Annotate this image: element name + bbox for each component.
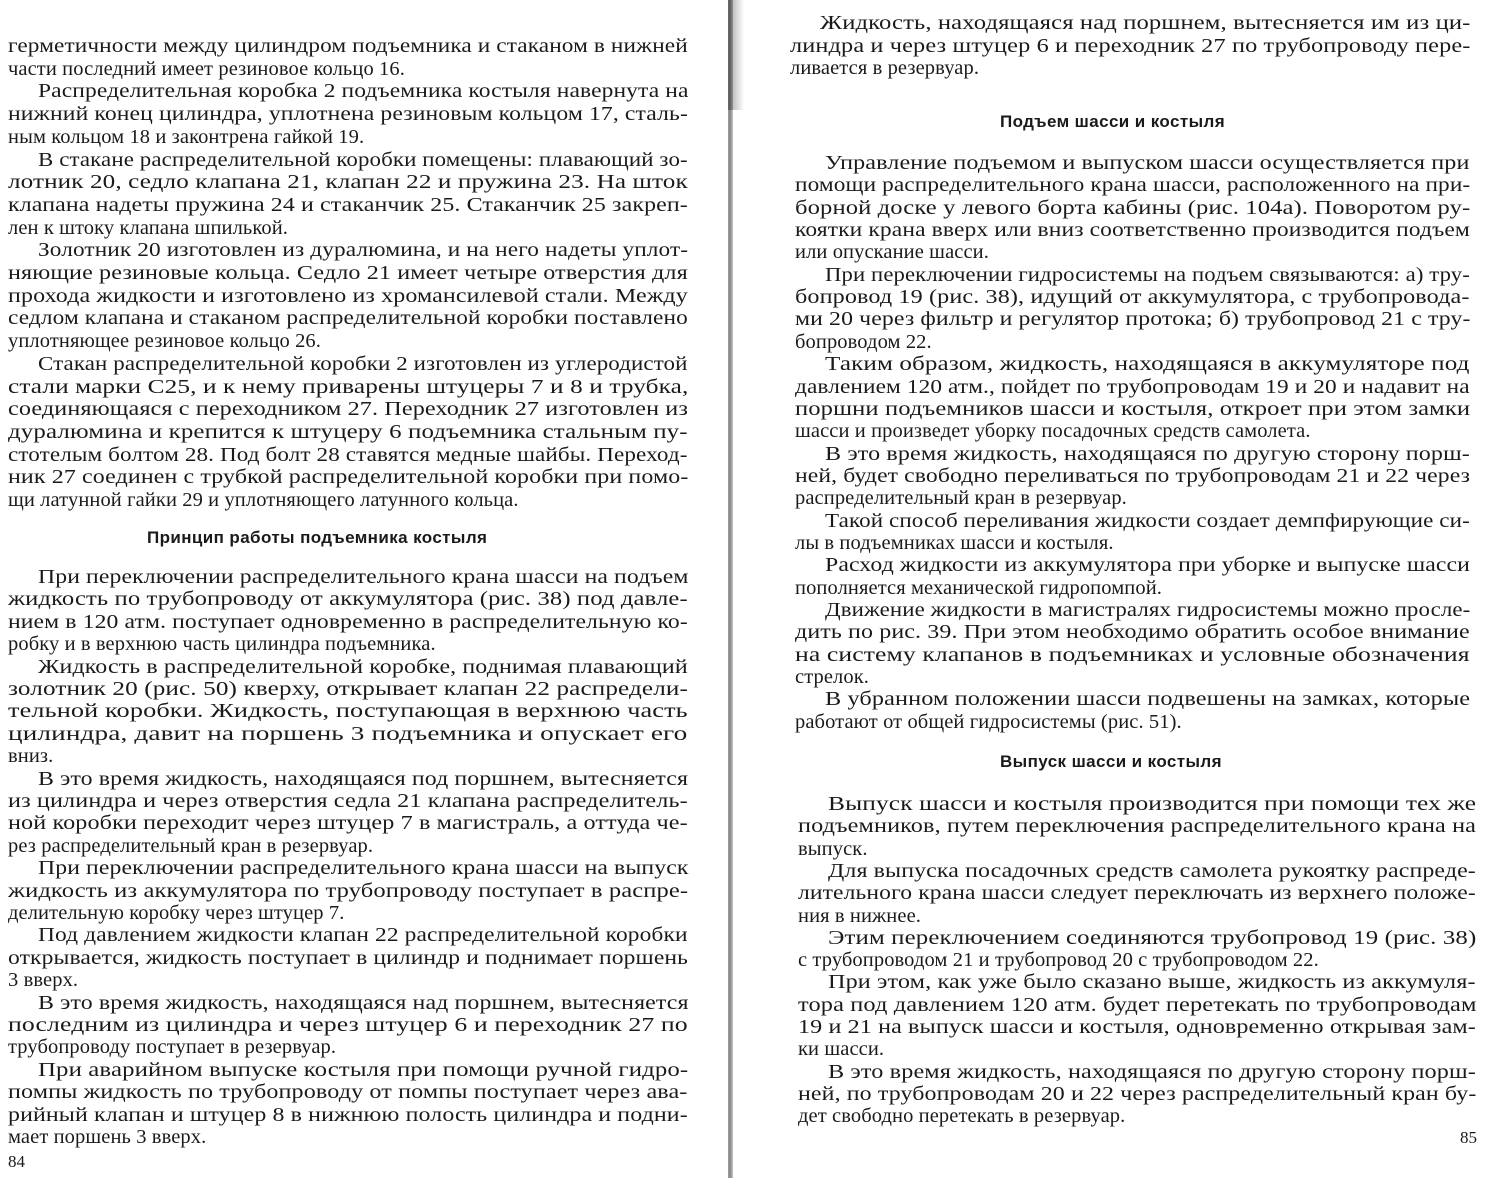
text-line: ния в нижнее. [798,905,921,927]
text-line: на систему клапанов в подъемниках и условные обозначения [795,644,1470,666]
text-line: давлением 120 атм., пойдет по трубопроводам 19 и 20 и надавит на [795,376,1470,398]
text-line: рийный клапан и штуцер 8 в нижнюю полость цилиндра и подни- [8,1104,688,1126]
text-line: Жидкость в распределительной коробке, поднимая плавающий [38,656,688,678]
text-line: с трубопроводом 21 и трубопровод 20 с трубопроводом 22. [798,949,1319,971]
text-line: соединяющаяся с переходником 27. Переходник 27 изготовлен из [8,398,688,420]
text-line: няющие резиновые кольца. Седло 21 имеет четыре отверстия для [8,262,688,284]
text-line: В это время жидкость, находящаяся под поршнем, вытесняется [38,768,689,790]
text-line: ки шасси. [798,1038,885,1060]
text-line: жидкость из аккумулятора по трубопроводу поступает в распре- [8,880,689,902]
text-line: Управление подъемом и выпуском шасси осуществляется при [825,152,1470,174]
text-line: Расход жидкости из аккумулятора при уборке и выпуске шасси [825,554,1470,576]
text-line: дуралюмина и крепится к штуцеру 6 подъемника стальным пу- [8,421,688,443]
text-line: лы в подъемниках шасси и костыля. [795,532,1114,554]
text-line: Таким образом, жидкость, находящаяся в аккумуляторе под [825,353,1470,375]
text-line: коятки крана вверх или вниз соответственно производится подъем [795,219,1470,241]
text-line: В стакане распределительной коробки помещены: плавающий зо- [38,149,688,171]
text-line: цилиндра, давит на поршень 3 подъемника и опускает его [8,723,688,745]
text-line: При переключении распределительного крана шасси на выпуск [38,857,689,879]
text-line: ным кольцом 18 и законтрена гайкой 19. [8,126,365,148]
text-line: последним из цилиндра и через штуцер 6 и переходник 27 по [8,1014,688,1036]
text-line: дет свободно перетекать в резервуар. [798,1105,1126,1127]
text-line: помпы жидкость по трубопроводу от помпы поступает через ава- [8,1081,688,1103]
text-line: бопровод 19 (рис. 38), идущий от аккумулятора, с трубопровода- [795,286,1470,308]
text-line: Для выпуска посадочных средств самолета рукоятку распреде- [828,860,1476,882]
text-line: лен к штоку клапана шпилькой. [8,217,289,239]
text-line: В это время жидкость, находящаяся по другую сторону порш- [825,443,1470,465]
text-line: распределительный кран в резервуар. [795,487,1127,509]
text-line: вниз. [8,745,54,767]
text-line: герметичности между цилиндром подъемника и стаканом в нижней [8,35,688,57]
text-line: Стакан распределительной коробки 2 изготовлен из углеродистой [38,353,688,375]
text-line: нижний конец цилиндра, уплотнена резиновым кольцом 17, сталь- [8,103,688,125]
page-number-right: 85 [1460,1128,1477,1147]
text-line: помощи распределительного крана шасси, расположенного на при- [795,174,1471,196]
text-line: ной коробки переходит через штуцер 7 в магистраль, а оттуда че- [8,812,688,834]
text-line: При переключении распределительного крана шасси на подъем [38,566,689,588]
right-page [760,0,1500,1178]
text-line: делительную коробку через штуцер 7. [8,902,345,924]
text-line: нием в 120 атм. поступает одновременно в распределительную ко- [8,611,688,633]
text-line: тора под давлением 120 атм. будет перетекать по трубопроводам [798,994,1477,1016]
text-line: бопроводом 22. [795,331,932,353]
text-line: 3 вверх. [8,969,79,991]
text-line: стотелым болтом 28. Под болт 28 ставятся медные шайбы. Переход- [8,444,688,466]
text-line: ник 27 соединен с трубкой распределительной коробки при помо- [8,466,689,488]
text-line: лительного крана шасси следует переключать из верхнего положе- [798,882,1476,904]
text-line: Такой способ переливания жидкости создает демпфирующие си- [825,510,1470,532]
text-line: борной доске у левого борта кабины (рис. 104а). Поворотом ру- [795,197,1471,219]
text-line: 19 и 21 на выпуск шасси и костыля, одновременно открывая зам- [798,1016,1476,1038]
text-line: стали марки С25, и к нему приварены штуцеры 7 и 8 и трубка, [8,376,689,398]
text-line: ней, будет свободно переливаться по трубопроводам 21 и 22 через [795,465,1471,487]
gutter-shadow [728,0,744,110]
text-line: выпуск. [798,838,868,860]
text-line: или опускание шасси. [795,241,989,263]
text-line: При переключении гидросистемы на подъем связываются: а) тру- [825,264,1470,286]
text-line: из цилиндра и через отверстия седла 21 клапана распределитель- [8,790,688,812]
right-section-heading-2: Выпуск шасси и костыля [1000,752,1222,771]
text-line: шасси и произведет уборку посадочных средств самолета. [795,420,1311,442]
text-line: ми 20 через фильтр и регулятор протока; б) трубопровод 21 с тру- [795,308,1471,330]
text-line: рез распределительный кран в резервуар. [8,835,374,857]
text-line: золотник 20 (рис. 50) кверху, открывает клапан 22 распредели- [8,678,688,700]
text-line: робку и в верхнюю часть цилиндра подъемника. [8,633,436,655]
left-page [0,0,700,1178]
text-line: ней, по трубопроводам 20 и 22 через распределительный кран бу- [798,1083,1477,1105]
text-line: открывается, жидкость поступает в цилиндр и поднимает поршень [8,947,689,969]
text-line: подъемников, путем переключения распределительного крана на [798,815,1477,837]
page-number-left: 84 [8,1152,25,1171]
text-line: Золотник 20 изготовлен из дуралюмина, и на него надеты уплот- [38,239,689,261]
text-line: В это время жидкость, находящаяся по другую сторону порш- [828,1061,1476,1083]
right-section-heading-1: Подъем шасси и костыля [1000,112,1226,131]
left-section-heading: Принцип работы подъемника костыля [147,528,488,547]
text-line: Этим переключением соединяются трубопровод 19 (рис. 38) [828,927,1477,949]
text-line: стрелок. [795,666,870,688]
text-line: Жидкость, находящаяся над поршнем, вытесняется им из ци- [820,12,1471,34]
text-line: работают от общей гидросистемы (рис. 51). [795,711,1182,733]
text-line: мает поршень 3 вверх. [8,1126,207,1148]
text-line: жидкость по трубопроводу от аккумулятора (рис. 38) под давле- [8,588,688,610]
text-line: При аварийном выпуске костыля при помощи ручной гидро- [38,1059,689,1081]
text-line: поршни подъемников шасси и костыля, откроет при этом замки [795,398,1471,420]
text-line: При этом, как уже было сказано выше, жидкость из аккумуля- [828,971,1476,993]
text-line: Распределительная коробка 2 подъемника костыля навернута на [38,80,689,102]
text-line: В это время жидкость, находящаяся над поршнем, вытесняется [38,992,689,1014]
text-line: дить по рис. 39. При этом необходимо обратить особое внимание [795,621,1470,643]
text-line: ливается в резервуар. [790,57,980,79]
text-line: В убранном положении шасси подвешены на замках, которые [825,688,1471,710]
text-line: части последний имеет резиновое кольцо 16. [8,58,405,80]
text-line: пополняется механической гидропомпой. [795,577,1162,599]
text-line: Движение жидкости в магистралях гидросистемы можно просле- [825,599,1471,621]
text-line: трубопроводу поступает в резервуар. [8,1036,337,1058]
text-line: Под давлением жидкости клапан 22 распределительной коробки [38,924,688,946]
text-line: Выпуск шасси и костыля производится при помощи тех же [828,793,1477,815]
book-gutter [728,0,733,1178]
text-line: тельной коробки. Жидкость, поступающая в верхнюю часть [8,700,688,722]
text-line: прохода жидкости и изготовлено из хромансилевой стали. Между [8,285,688,307]
text-line: седлом клапана и стаканом распределительной коробки поставлено [8,307,688,329]
text-line: клапана надеты пружина 24 и стаканчик 25. Стаканчик 25 закреп- [8,194,688,216]
text-line: щи латунной гайки 29 и уплотняющего латунного кольца. [8,489,519,511]
text-line: линдра и через штуцер 6 и переходник 27 по трубопроводу пере- [790,35,1471,57]
text-line: лотник 20, седло клапана 21, клапан 22 и пружина 23. На шток [8,171,688,193]
text-line: уплотняющее резиновое кольцо 26. [8,330,322,352]
